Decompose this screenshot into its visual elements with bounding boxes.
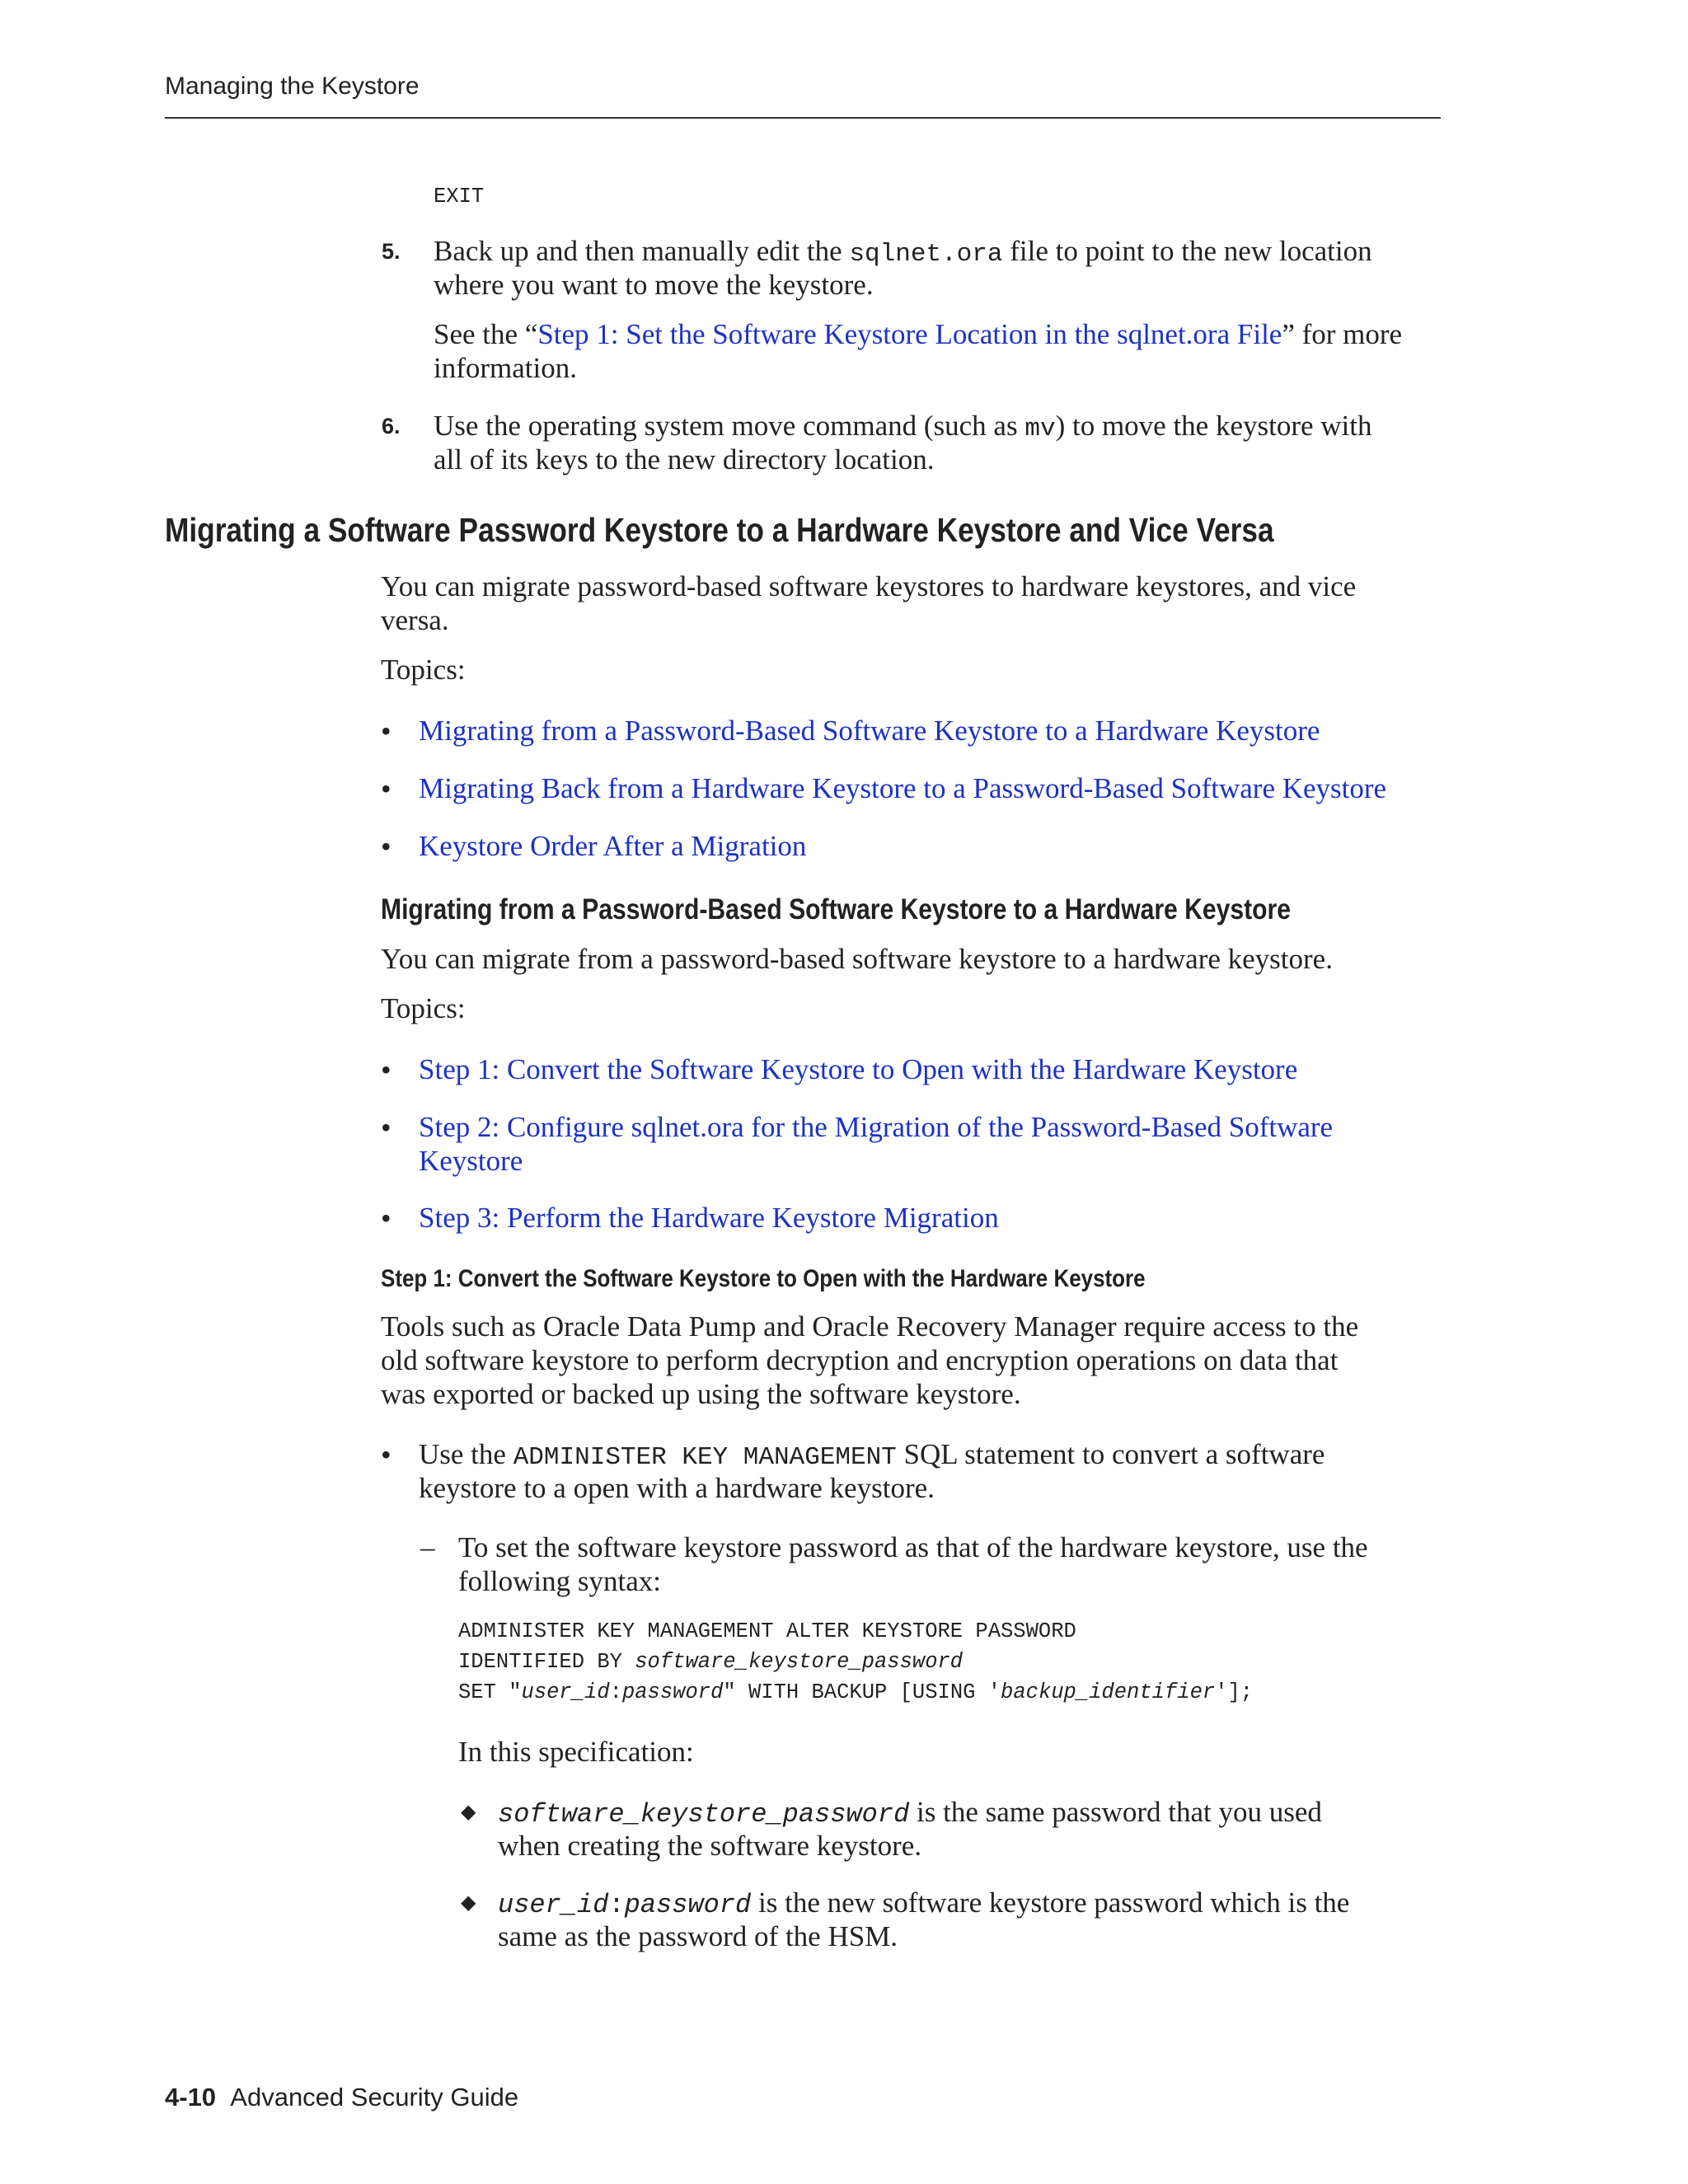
section-heading: Migrating a Software Password Keystore to a Hardware Keystore and Vice Versa <box>165 511 1274 549</box>
subsection-heading: Migrating from a Password-Based Software Keystore to a Hardware Keystore <box>381 893 1291 926</box>
step-5-line2: where you want to move the keystore. <box>434 269 874 301</box>
page-number: 4-10 <box>165 2083 217 2111</box>
code-text: " WITH BACKUP [USING ' <box>723 1680 1001 1704</box>
dash-text-line2: following syntax: <box>458 1565 661 1597</box>
password-code: password <box>624 1890 752 1920</box>
code-text: : <box>609 1680 622 1704</box>
spec-item-2-line2: same as the password of the HSM. <box>498 1920 898 1952</box>
header-rule <box>165 117 1441 119</box>
code-placeholder: password <box>621 1680 724 1704</box>
spec1-text: is the same password that you used <box>909 1796 1322 1828</box>
code-text: SET " <box>458 1680 522 1704</box>
topic-link-migrating-back[interactable]: Migrating Back from a Hardware Keystore to a Password-Based Software Keystore <box>419 772 1387 804</box>
step1-para-line2: old software keystore to perform decryption and encryption operations on data that <box>381 1344 1339 1376</box>
step-5-see-line2: information. <box>434 352 577 384</box>
spec-intro: In this specification: <box>458 1736 694 1768</box>
code-placeholder: backup_identifier <box>1001 1680 1216 1704</box>
subsection-topics-label: Topics: <box>381 992 466 1024</box>
spec-item-2 <box>498 1886 1349 1922</box>
step1-bullet-text <box>419 1437 1325 1474</box>
step-6-number: 6. <box>382 414 401 438</box>
step1-para-line1: Tools such as Oracle Data Pump and Oracle Recovery Manager require access to the <box>381 1310 1359 1343</box>
bullet: • <box>381 1438 392 1471</box>
step-6-text-a: Use the operating system move command (such as <box>434 410 1025 442</box>
step-5-text <box>434 234 1372 271</box>
footer-spacer <box>216 2083 230 2111</box>
bullet: • <box>381 1202 392 1235</box>
step-6-text-b: ) to move the keystore with <box>1055 410 1372 442</box>
exit-code: EXIT <box>434 185 485 209</box>
diamond-bullet: ◆ <box>461 1802 476 1823</box>
step1-para-line3: was exported or backed up using the software keystore. <box>381 1378 1021 1410</box>
page-footer <box>165 2083 518 2112</box>
step-5-number: 5. <box>382 239 401 264</box>
spec-item-1 <box>498 1795 1322 1831</box>
bullet: • <box>381 1053 392 1086</box>
colon-code: : <box>608 1890 625 1920</box>
code-line-3 <box>458 1677 1253 1708</box>
mv-code: mv <box>1025 415 1056 443</box>
topic-link-step2[interactable]: Step 2: Configure sqlnet.ora for the Migration of the Password-Based Software <box>419 1111 1334 1143</box>
dash-text-line1: To set the software keystore password as that of the hardware keystore, use the <box>458 1531 1368 1563</box>
topic-link-step1[interactable]: Step 1: Convert the Software Keystore to Open with the Hardware Keystore <box>419 1053 1298 1085</box>
step-6-text <box>434 409 1372 446</box>
book-title: Advanced Security Guide <box>230 2083 519 2111</box>
user-id-code: user_id <box>498 1890 609 1920</box>
link-step1-set-location[interactable]: Step 1: Set the Software Keystore Location in the sqlnet.ora File <box>537 318 1282 350</box>
topic-link-step3[interactable]: Step 3: Perform the Hardware Keystore Migration <box>419 1202 999 1234</box>
running-header: Managing the Keystore <box>165 73 420 100</box>
software-keystore-password-code: software_keystore_password <box>498 1799 910 1830</box>
section-intro-line1: You can migrate password-based software keystores to hardware keystores, and vice <box>381 570 1357 602</box>
code-text: ']; <box>1215 1680 1254 1704</box>
diamond-bullet: ◆ <box>461 1892 476 1914</box>
administer-key-management-code: ADMINISTER KEY MANAGEMENT <box>513 1443 897 1472</box>
step-5-text-a: Back up and then manually edit the <box>434 235 850 267</box>
code-placeholder: user_id <box>521 1680 610 1704</box>
code-line-2 <box>458 1647 963 1677</box>
code-placeholder: software_keystore_password <box>635 1650 964 1674</box>
topic-link-step2-line2[interactable]: Keystore <box>419 1145 523 1177</box>
bullet: • <box>381 715 392 748</box>
bullet: • <box>381 1111 392 1144</box>
code-text: IDENTIFIED BY <box>458 1650 635 1674</box>
section-topics-label: Topics: <box>381 654 466 686</box>
topic-link-keystore-order[interactable]: Keystore Order After a Migration <box>419 830 807 862</box>
step-6-line2: all of its keys to the new directory location. <box>434 443 935 476</box>
section-intro-line2: versa. <box>381 604 449 636</box>
see-prefix: See the “ <box>434 318 538 350</box>
code-line-1: ADMINISTER KEY MANAGEMENT ALTER KEYSTORE PASSWORD <box>458 1619 1076 1643</box>
bullet: • <box>381 772 392 805</box>
sqlnet-ora-code: sqlnet.ora <box>849 240 1003 269</box>
see-suffix: ” for more <box>1282 318 1403 350</box>
bullet-text-b: SQL statement to convert a software <box>896 1438 1325 1470</box>
step-5-text-b: file to point to the new location <box>1002 235 1372 267</box>
step1-bullet-line2: keystore to a open with a hardware keystore. <box>419 1472 935 1504</box>
subsection-intro: You can migrate from a password-based software keystore to a hardware keystore. <box>381 943 1333 975</box>
step1-heading: Step 1: Convert the Software Keystore to Open with the Hardware Keystore <box>381 1265 1146 1292</box>
topic-link-migrating-from[interactable]: Migrating from a Password-Based Software Keystore to a Hardware Keystore <box>419 715 1320 747</box>
dash-marker: – <box>420 1531 435 1563</box>
bullet: • <box>381 830 392 863</box>
bullet-text-a: Use the <box>419 1438 513 1470</box>
spec-item-1-line2: when creating the software keystore. <box>498 1830 922 1862</box>
step-5-see-also <box>434 317 1402 351</box>
spec2-text: is the new software keystore password which is the <box>751 1886 1350 1919</box>
